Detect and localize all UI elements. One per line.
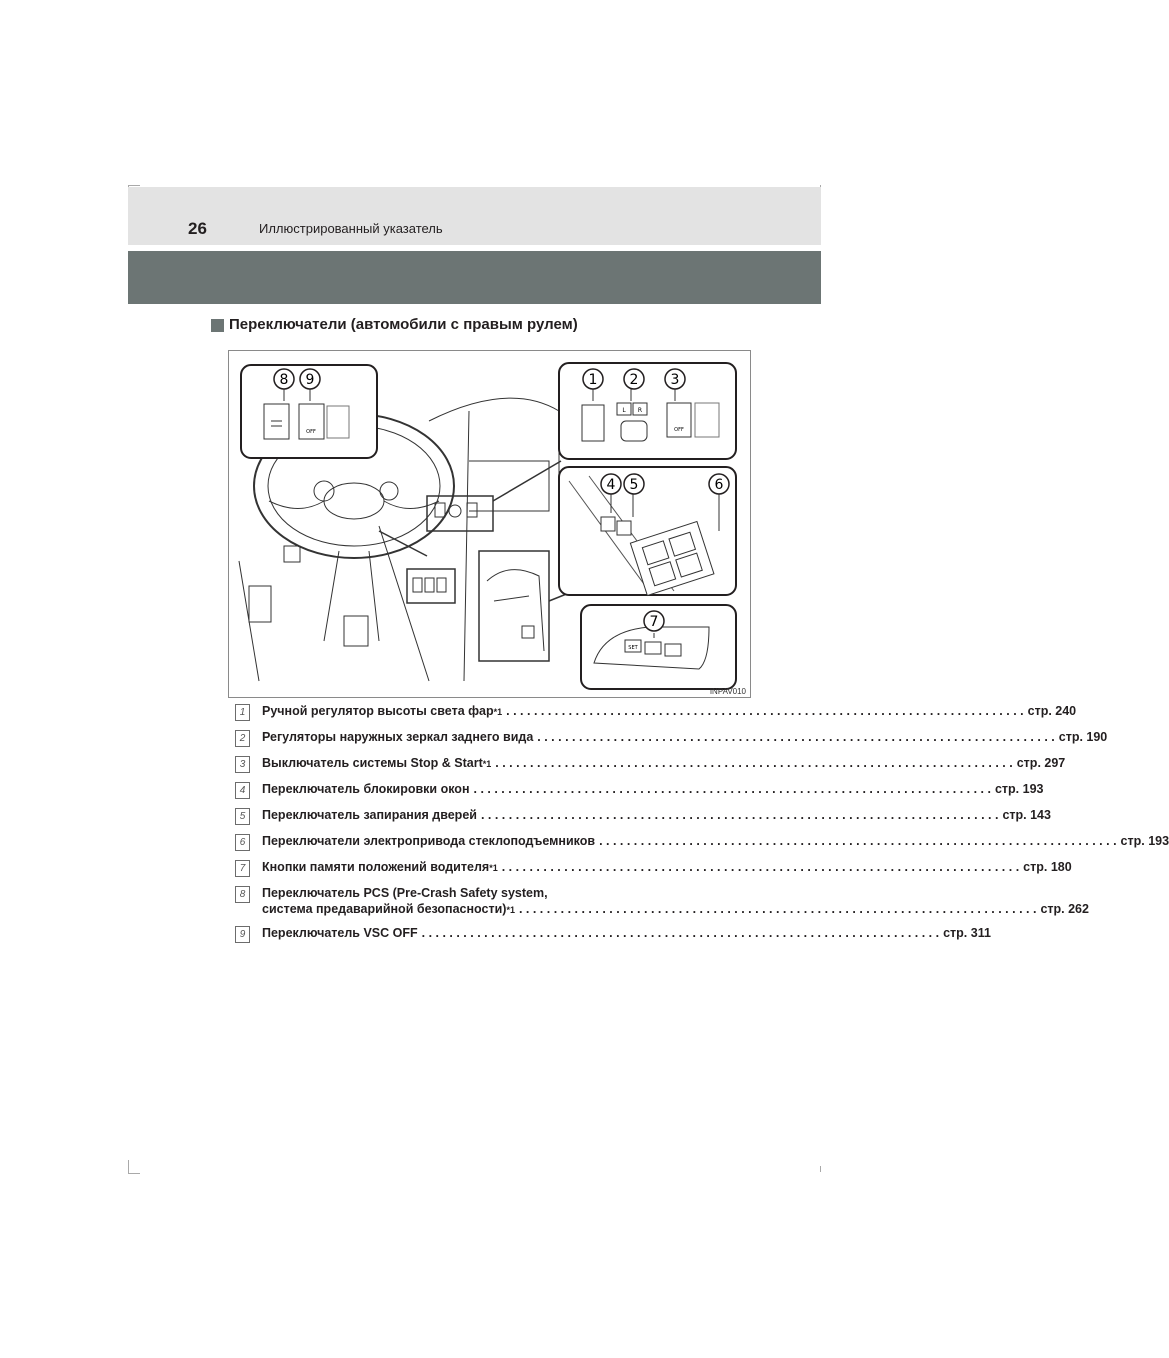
mirror-r-label: R [637, 407, 643, 414]
callout-2 [624, 369, 644, 389]
dot-leader [537, 729, 1054, 745]
mirror-l-label: L [622, 407, 626, 414]
svg-text:7: 7 [649, 614, 659, 630]
item-text: Переключатель блокировки окон [262, 782, 470, 796]
page-reference-link[interactable]: стр. 193 [1120, 834, 1169, 848]
item-number-badge: 9 [235, 926, 250, 943]
section-bullet-icon [211, 319, 224, 332]
item-text: Ручной регулятор высоты света фар [262, 704, 494, 718]
item-line [262, 885, 1089, 901]
callout-8 [274, 369, 294, 389]
item-body [262, 807, 1051, 823]
item-line: система предаварийной безопасности) *1 . . . стр. 262 [262, 901, 1089, 917]
list-item [235, 833, 1169, 851]
dashboard-drawing [229, 351, 750, 697]
page-reference-link[interactable]: стр. 311 [943, 926, 991, 940]
item-line: Кнопки памяти положений водителя *1 . . . стр. 180 [262, 859, 1072, 875]
page-reference-link[interactable]: стр. 240 [1027, 704, 1077, 718]
running-title: Иллюстрированный указатель [259, 221, 443, 236]
stop-start-off-label: OFF [674, 427, 684, 433]
item-body [262, 833, 1169, 849]
item-body [262, 925, 991, 941]
page-number: 26 [188, 219, 207, 238]
figure-code: INPAV010 [709, 687, 746, 696]
item-text: система предаварийной безопасности) [262, 902, 507, 916]
svg-text:9: 9 [305, 372, 315, 388]
item-body [262, 755, 1065, 771]
dot-leader [519, 901, 1036, 917]
switches-illustration [228, 350, 751, 698]
page-reference-link[interactable]: стр. 180 [1023, 860, 1072, 874]
page-reference-link[interactable]: стр. 143 [1002, 808, 1051, 822]
list-item [235, 859, 1072, 877]
item-line: Ручной регулятор высоты света фар *1 . . . стр. 240 [262, 703, 1076, 719]
item-text: Выключатель системы Stop & Start [262, 756, 483, 770]
list-item [235, 807, 1051, 825]
dot-leader [481, 807, 998, 823]
header-band [128, 187, 821, 245]
svg-text:6: 6 [714, 477, 724, 493]
crop-mark [128, 1160, 129, 1174]
page-reference-link[interactable]: стр. 262 [1040, 902, 1089, 916]
item-number-badge: 7 [235, 860, 250, 877]
item-line [262, 807, 1051, 823]
page-reference-link[interactable]: стр. 190 [1058, 730, 1108, 744]
item-line [262, 925, 991, 941]
item-text: Переключатель VSC OFF [262, 926, 418, 940]
item-body [262, 781, 1043, 797]
svg-text:4: 4 [606, 477, 616, 493]
svg-text:3: 3 [670, 372, 680, 388]
section-band [128, 251, 821, 304]
svg-text:5: 5 [629, 477, 639, 493]
dot-leader [474, 781, 991, 797]
item-number-badge: 2 [235, 730, 250, 747]
list-item [235, 703, 1077, 721]
list-item [235, 755, 1066, 773]
item-text: Кнопки памяти положений водителя [262, 860, 490, 874]
callout-9 [300, 369, 320, 389]
switch-reference-list [235, 703, 1169, 951]
item-number-badge: 1 [235, 704, 250, 721]
list-item [235, 925, 991, 943]
list-item [235, 729, 1108, 747]
item-number-badge: 3 [235, 756, 250, 773]
item-line [262, 729, 1107, 745]
item-text: Регуляторы наружных зеркал заднего вида [262, 730, 534, 744]
callout-7 [644, 611, 664, 631]
item-body [262, 729, 1107, 745]
item-number-badge: 4 [235, 782, 250, 799]
dot-leader [502, 859, 1019, 875]
item-number-badge: 6 [235, 834, 250, 851]
dot-leader [599, 833, 1116, 849]
crop-mark [128, 1173, 140, 1174]
item-body [262, 859, 1072, 875]
item-line: Выключатель системы Stop & Start *1 . . . стр. 297 [262, 755, 1065, 771]
page-reference-link[interactable]: стр. 193 [994, 782, 1044, 796]
item-body [262, 703, 1076, 719]
section-title: Переключатели (автомобили с правым рулем) [229, 316, 578, 333]
callout-6 [709, 474, 729, 494]
dot-leader [506, 703, 1023, 719]
svg-text:1: 1 [588, 372, 598, 388]
memory-set-label: SET [628, 645, 638, 651]
item-text: Переключатель PCS (Pre-Crash Safety system, [262, 886, 548, 900]
item-body [262, 885, 1089, 917]
item-number-badge: 5 [235, 808, 250, 825]
item-text: Переключатель запирания дверей [262, 808, 477, 822]
item-text: Переключатели электропривода стеклоподъемников [262, 834, 596, 848]
svg-text:2: 2 [629, 372, 639, 388]
list-item [235, 781, 1044, 799]
item-line [262, 833, 1169, 849]
callout-1 [583, 369, 603, 389]
item-number-badge: 8 [235, 886, 250, 903]
dot-leader [495, 755, 1012, 771]
crop-mark [128, 185, 140, 186]
callout-3 [665, 369, 685, 389]
page-reference-link[interactable]: стр. 297 [1016, 756, 1066, 770]
dot-leader [422, 925, 939, 941]
item-line [262, 781, 1043, 797]
svg-text:8: 8 [279, 372, 289, 388]
list-item [235, 885, 1089, 917]
callout-4 [601, 474, 621, 494]
crop-mark [820, 1166, 821, 1172]
callout-5 [624, 474, 644, 494]
vsc-off-label: OFF [306, 429, 316, 435]
